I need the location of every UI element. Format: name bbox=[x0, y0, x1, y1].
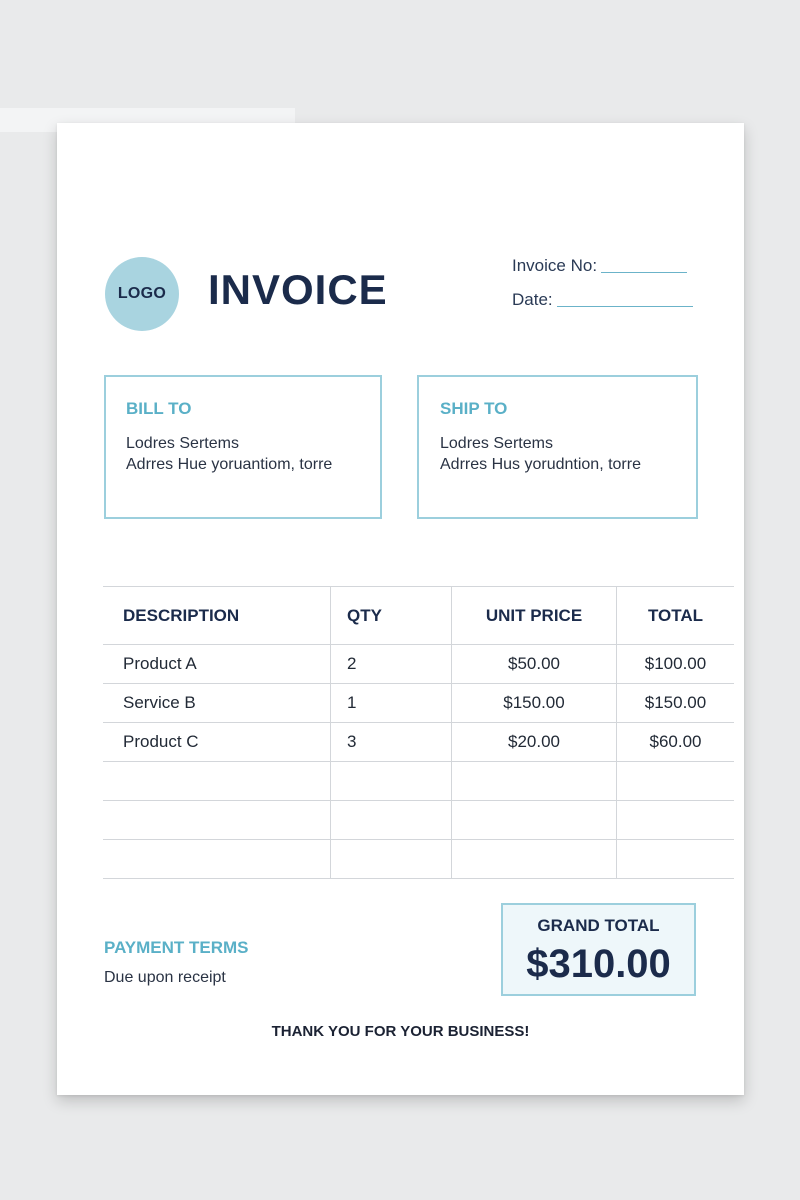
payment-terms-heading: PAYMENT TERMS bbox=[104, 938, 249, 957]
cell-total: $60.00 bbox=[617, 723, 735, 762]
ship-to-heading: SHIP TO bbox=[440, 399, 508, 418]
cell-total: $100.00 bbox=[617, 645, 735, 684]
bill-to-address: Adrres Hue yoruantiom, torre bbox=[126, 456, 333, 473]
date-label: Date: bbox=[512, 290, 553, 309]
ship-to-name: Lodres Sertems bbox=[440, 435, 553, 452]
cell-description: Product C bbox=[103, 723, 331, 762]
invoice-page bbox=[57, 123, 744, 1095]
ship-to-address: Adrres Hus yorudntion, torre bbox=[440, 456, 641, 473]
logo-text: LOGO bbox=[117, 285, 167, 302]
page-title: INVOICE bbox=[208, 266, 388, 313]
table-row bbox=[103, 645, 734, 684]
invoice-number-line[interactable] bbox=[601, 271, 687, 273]
cell-qty: 1 bbox=[331, 684, 452, 723]
table-row bbox=[103, 723, 734, 762]
grand-total-value: $310.00 bbox=[526, 942, 671, 986]
grand-total-label: GRAND TOTAL bbox=[537, 916, 660, 935]
grand-total-box bbox=[501, 903, 696, 996]
line-items-table bbox=[103, 586, 734, 879]
table-row bbox=[103, 684, 734, 723]
empty-table-row bbox=[103, 762, 734, 801]
bill-to-box bbox=[104, 375, 382, 519]
bill-to-heading: BILL TO bbox=[126, 399, 192, 418]
cell-qty: 2 bbox=[331, 645, 452, 684]
column-header-total: TOTAL bbox=[617, 587, 735, 645]
invoice-number-label: Invoice No: bbox=[512, 256, 598, 275]
cell-total: $150.00 bbox=[617, 684, 735, 723]
logo bbox=[105, 257, 179, 331]
cell-description: Service B bbox=[103, 684, 331, 723]
column-header-qty: QTY bbox=[331, 587, 452, 645]
cell-qty: 3 bbox=[331, 723, 452, 762]
empty-table-row bbox=[103, 840, 734, 879]
empty-table-row bbox=[103, 801, 734, 840]
date-line[interactable] bbox=[557, 305, 693, 307]
table-header-row bbox=[103, 587, 734, 645]
cell-description: Product A bbox=[103, 645, 331, 684]
column-header-unit-price: UNIT PRICE bbox=[452, 587, 617, 645]
column-header-description: DESCRIPTION bbox=[103, 587, 331, 645]
cell-unit-price: $20.00 bbox=[452, 723, 617, 762]
payment-terms bbox=[104, 938, 249, 987]
ship-to-box bbox=[417, 375, 698, 519]
date-field[interactable] bbox=[512, 290, 693, 310]
cell-unit-price: $50.00 bbox=[452, 645, 617, 684]
bill-to-name: Lodres Sertems bbox=[126, 435, 239, 452]
payment-terms-text: Due upon receipt bbox=[104, 969, 226, 986]
cell-unit-price: $150.00 bbox=[452, 684, 617, 723]
invoice-number-field[interactable] bbox=[512, 256, 687, 276]
thank-you-message: THANK YOU FOR YOUR BUSINESS! bbox=[271, 1023, 530, 1040]
